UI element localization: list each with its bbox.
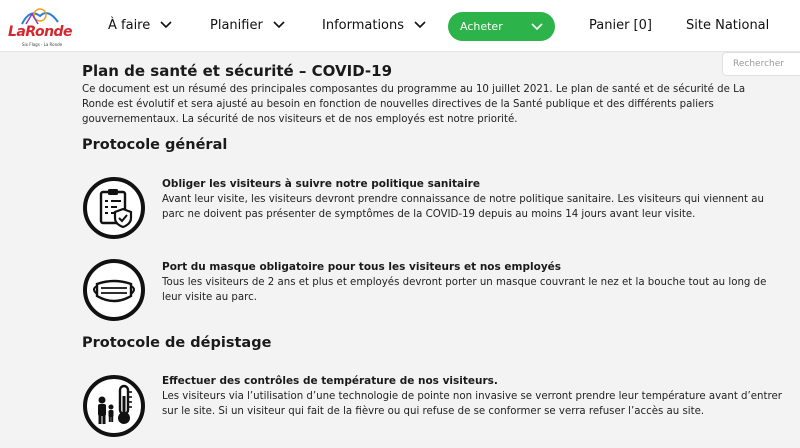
national-site-label: Site National	[686, 18, 770, 33]
nav-item-label: Informations	[322, 18, 405, 33]
nav-item-planifier[interactable]	[210, 18, 285, 33]
thermometer-family-icon	[82, 374, 146, 438]
item-text: Les visiteurs via l’utilisation d’une technologie de pointe non invasive se verront prendre leur température avant d’entrer sur le site. Si un visiteur qui fait de la fièvre ou qui refuse de se conformer se verra refuser l’accès au site.	[162, 391, 782, 417]
nav-item-a-faire[interactable]	[108, 18, 172, 33]
cart-label: Panier [0]	[589, 18, 652, 33]
search-input[interactable]: Rechercher	[722, 52, 800, 76]
item-title: Port du masque obligatoire pour tous les visiteurs et nos employés	[162, 261, 562, 273]
nav-item-informations[interactable]	[322, 18, 426, 33]
national-site-link[interactable]	[686, 18, 769, 33]
chevron-down-icon	[160, 18, 172, 33]
top-nav-bar	[0, 0, 800, 52]
section-title: Protocole général	[82, 137, 228, 153]
chevron-down-icon	[273, 18, 285, 33]
item-text: Tous les visiteurs de 2 ans et plus et employés devront porter un masque couvrant le nez et la bouche tout au long de leur visite au parc.	[162, 277, 767, 303]
face-mask-icon	[82, 258, 146, 322]
nav-item-label: Planifier	[210, 18, 263, 33]
chevron-down-icon	[531, 21, 543, 34]
nav-item-label: À faire	[108, 18, 151, 33]
item-title: Obliger les visiteurs à suivre notre politique sanitaire	[162, 178, 480, 190]
brand-wordmark: LaRonde	[8, 24, 73, 40]
page-title: Plan de santé et sécurité – COVID-19	[82, 62, 393, 80]
buy-button[interactable]	[448, 12, 555, 41]
brand-logo[interactable]	[8, 6, 74, 48]
cart-link[interactable]	[589, 18, 652, 33]
section-title: Protocole de dépistage	[82, 335, 272, 351]
chevron-down-icon	[414, 18, 426, 33]
checklist-shield-icon	[82, 176, 146, 240]
intro-paragraph: Ce document est un résumé des principales composantes du programme au 10 juillet 2021. Le plan de santé et de sécurité de La Ronde est évolutif et sera ajusté au besoin en fonction de nouvelles directives de la Santé publique et des différents paliers gouvernementaux. La sécurité de nos visiteurs et de nos employés est notre priorité.	[82, 84, 746, 125]
buy-button-label: Acheter	[460, 20, 503, 33]
item-text: Avant leur visite, les visiteurs devront prendre connaissance de notre politique sanitaire. Les visiteurs qui viennent au parc ne doivent pas présenter de symptômes de la COVID-19 depuis au moins 14 jours avant leur visite.	[162, 194, 764, 220]
brand-tagline: Six Flags · La Ronde	[22, 42, 63, 47]
item-title: Effectuer des contrôles de température de nos visiteurs.	[162, 375, 498, 387]
ferris-wheel-icon	[18, 6, 62, 26]
